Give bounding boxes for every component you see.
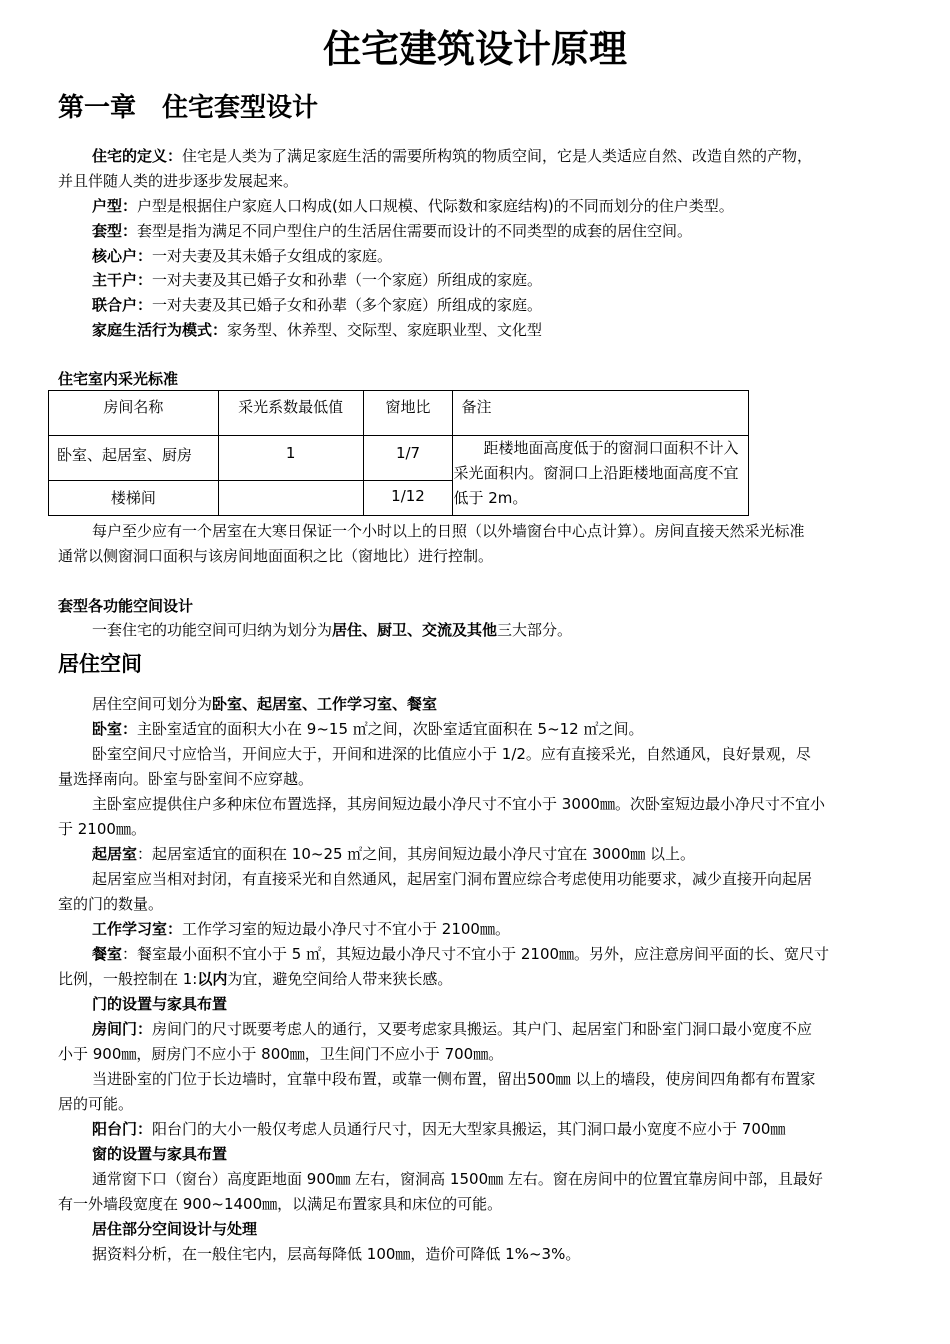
table-cell: 1/12 bbox=[363, 481, 453, 516]
room-door-definition bbox=[92, 1017, 900, 1042]
definition-stem-household bbox=[92, 268, 900, 293]
term-text: ：餐室最小面积不宜小于 5 ㎡，其短边最小净尺寸不宜小于 2100㎜。另外，应注意房间平面的长、宽尺寸 bbox=[122, 945, 830, 963]
table-header-cell: 备注 bbox=[453, 391, 749, 436]
term-text: 房间门的尺寸既要考虑人的通行，又要考虑家具搬运。其户门、起居室门和卧室门洞口最小宽度不应 bbox=[152, 1020, 813, 1038]
document-title: 住宅建筑设计原理 bbox=[322, 27, 627, 71]
paragraph-line: 于 2100㎜。 bbox=[58, 820, 146, 838]
term-label: 户型： bbox=[92, 197, 138, 215]
definition-suite-type bbox=[92, 219, 900, 244]
term-text: 套型是指为满足不同户型住户的生活居住需要而设计的不同类型的成套的居住空间。 bbox=[137, 222, 693, 240]
term-label: 起居室 bbox=[92, 845, 138, 863]
text-span: 一套住宅的功能空间可归纳为划分为 bbox=[92, 621, 333, 639]
term-text: 家务型、休养型、交际型、家庭职业型、文化型 bbox=[227, 321, 543, 339]
paragraph-line: 据资料分析，在一般住宅内，层高每降低 100㎜，造价可降低 1%~3%。 bbox=[92, 1245, 581, 1263]
bold-text: 以内 bbox=[197, 970, 228, 988]
term-label: 房间门： bbox=[92, 1020, 153, 1038]
table-note-cell: 距楼地面高度低于的窗洞口面积不计入采光面积内。窗洞口上沿距楼地面高度不宜低于 2m。 bbox=[453, 436, 749, 516]
table-caption: 住宅室内采光标准 bbox=[58, 370, 179, 388]
paragraph-line: 小于 900㎜，厨房门不应小于 800㎜，卫生间门不应小于 700㎜。 bbox=[58, 1045, 504, 1063]
definition-behavior-patterns bbox=[92, 318, 900, 343]
paragraph-line bbox=[58, 967, 900, 992]
daylight-paragraph-line: 每户至少应有一个居室在大寒日保证一个小时以上的日照（以外墙窗台中心点计算）。房间直接天然采光标准 bbox=[92, 522, 805, 540]
text-span: 居住空间可划分为 bbox=[92, 695, 213, 713]
term-label: 卧室： bbox=[92, 720, 138, 738]
table-header-cell: 房间名称 bbox=[49, 391, 219, 436]
term-text: 主卧室适宜的面积大小在 9~15 ㎡之间，次卧室适宜面积在 5~12 ㎡之间。 bbox=[137, 720, 644, 738]
term-label: 餐室 bbox=[92, 945, 123, 963]
term-label: 工作学习室： bbox=[92, 920, 183, 938]
table-cell bbox=[218, 481, 363, 516]
term-text: ：起居室适宜的面积在 10~25 ㎡之间，其房间短边最小净尺寸宜在 3000㎜ 以上。 bbox=[137, 845, 696, 863]
definition-housing-cont: 并且伴随人类的进步逐步发展起来。 bbox=[58, 172, 299, 190]
term-label: 主干户： bbox=[92, 271, 153, 289]
table-header-cell: 窗地比 bbox=[363, 391, 453, 436]
text-span: 比例，一般控制在 1: bbox=[58, 970, 198, 988]
term-text: 户型是根据住户家庭人口构成(如人口规模、代际数和家庭结构)的不同而划分的住户类型。 bbox=[137, 197, 734, 215]
study-definition bbox=[92, 917, 900, 942]
door-heading: 门的设置与家具布置 bbox=[92, 995, 228, 1013]
living-design-heading: 居住部分空间设计与处理 bbox=[92, 1220, 258, 1238]
living-space-heading: 居住空间 bbox=[58, 652, 142, 676]
paragraph-line: 主卧室应提供住户多种床位布置选择，其房间短边最小净尺寸不宜小于 3000㎜。次卧室短边最小净尺寸不宜小 bbox=[92, 795, 825, 813]
term-text: 住宅是人类为了满足家庭生活的需要所构筑的物质空间，它是人类适应自然、改造自然的产物， bbox=[182, 147, 813, 165]
term-label: 家庭生活行为模式： bbox=[92, 321, 228, 339]
table-cell: 1 bbox=[218, 436, 363, 481]
term-text: 一对夫妻及其已婚子女和孙辈（多个家庭）所组成的家庭。 bbox=[152, 296, 543, 314]
bold-text: 卧室、起居室、工作学习室、餐室 bbox=[212, 695, 438, 713]
term-text: 一对夫妻及其已婚子女和孙辈（一个家庭）所组成的家庭。 bbox=[152, 271, 543, 289]
definition-nuclear-household bbox=[92, 244, 900, 269]
paragraph-line: 通常窗下口（窗台）高度距地面 900㎜ 左右，窗洞高 1500㎜ 左右。窗在房间中的位置宜靠房间中部，且最好 bbox=[92, 1170, 823, 1188]
definition-joint-household bbox=[92, 293, 900, 318]
function-space-heading: 套型各功能空间设计 bbox=[58, 597, 194, 615]
paragraph-line: 有一外墙段宽度在 900~1400㎜，以满足布置家具和床位的可能。 bbox=[58, 1195, 503, 1213]
term-label: 核心户： bbox=[92, 247, 153, 265]
daylight-paragraph-line: 通常以侧窗洞口面积与该房间地面面积之比（窗地比）进行控制。 bbox=[58, 547, 494, 565]
definition-housing bbox=[92, 144, 900, 169]
table-row bbox=[49, 436, 749, 481]
paragraph-line: 居的可能。 bbox=[58, 1095, 134, 1113]
paragraph-line: 当进卧室的门位于长边墙时，宜靠中段布置，或靠一侧布置，留出500㎜ 以上的墙段，使房间四角都有布置家 bbox=[92, 1070, 816, 1088]
text-span: 为宜，避免空间给人带来狭长感。 bbox=[227, 970, 453, 988]
table-cell: 楼梯间 bbox=[49, 481, 219, 516]
living-room-definition bbox=[92, 842, 900, 867]
window-heading: 窗的设置与家具布置 bbox=[92, 1145, 228, 1163]
table-cell: 卧室、起居室、厨房 bbox=[49, 436, 219, 481]
balcony-door-definition bbox=[92, 1117, 900, 1142]
bedroom-definition bbox=[92, 717, 900, 742]
daylight-standard-table bbox=[48, 390, 749, 516]
paragraph-line: 起居室应当相对封闭，有直接采光和自然通风，起居室门洞布置应综合考虑使用功能要求，减少直接开向起居 bbox=[92, 870, 813, 888]
term-label: 联合户： bbox=[92, 296, 153, 314]
text-span: 三大部分。 bbox=[497, 621, 573, 639]
chapter-heading: 第一章 住宅套型设计 bbox=[58, 93, 319, 123]
paragraph-line: 卧室空间尺寸应恰当，开间应大于，开间和进深的比值应小于 1/2。应有直接采光，自然通风，良好景观，尽 bbox=[92, 745, 811, 763]
living-intro bbox=[92, 692, 900, 717]
dining-definition bbox=[92, 942, 900, 967]
term-text: 一对夫妻及其未婚子女组成的家庭。 bbox=[152, 247, 393, 265]
table-cell: 1/7 bbox=[363, 436, 453, 481]
term-text: 阳台门的大小一般仅考虑人员通行尺寸，因无大型家具搬运，其门洞口最小宽度不应小于 700㎜ bbox=[152, 1120, 786, 1138]
bold-text: 居住、厨卫、交流及其他 bbox=[332, 621, 498, 639]
term-label: 套型： bbox=[92, 222, 138, 240]
term-label: 阳台门： bbox=[92, 1120, 153, 1138]
table-header-cell: 采光系数最低值 bbox=[218, 391, 363, 436]
term-text: 工作学习室的短边最小净尺寸不宜小于 2100㎜。 bbox=[182, 920, 510, 938]
paragraph-line: 量选择南向。卧室与卧室间不应穿越。 bbox=[58, 770, 314, 788]
paragraph-line: 室的门的数量。 bbox=[58, 895, 164, 913]
function-space-paragraph bbox=[92, 618, 900, 643]
definition-unit-type bbox=[92, 194, 900, 219]
term-label: 住宅的定义： bbox=[92, 147, 183, 165]
table-header-row bbox=[49, 391, 749, 436]
